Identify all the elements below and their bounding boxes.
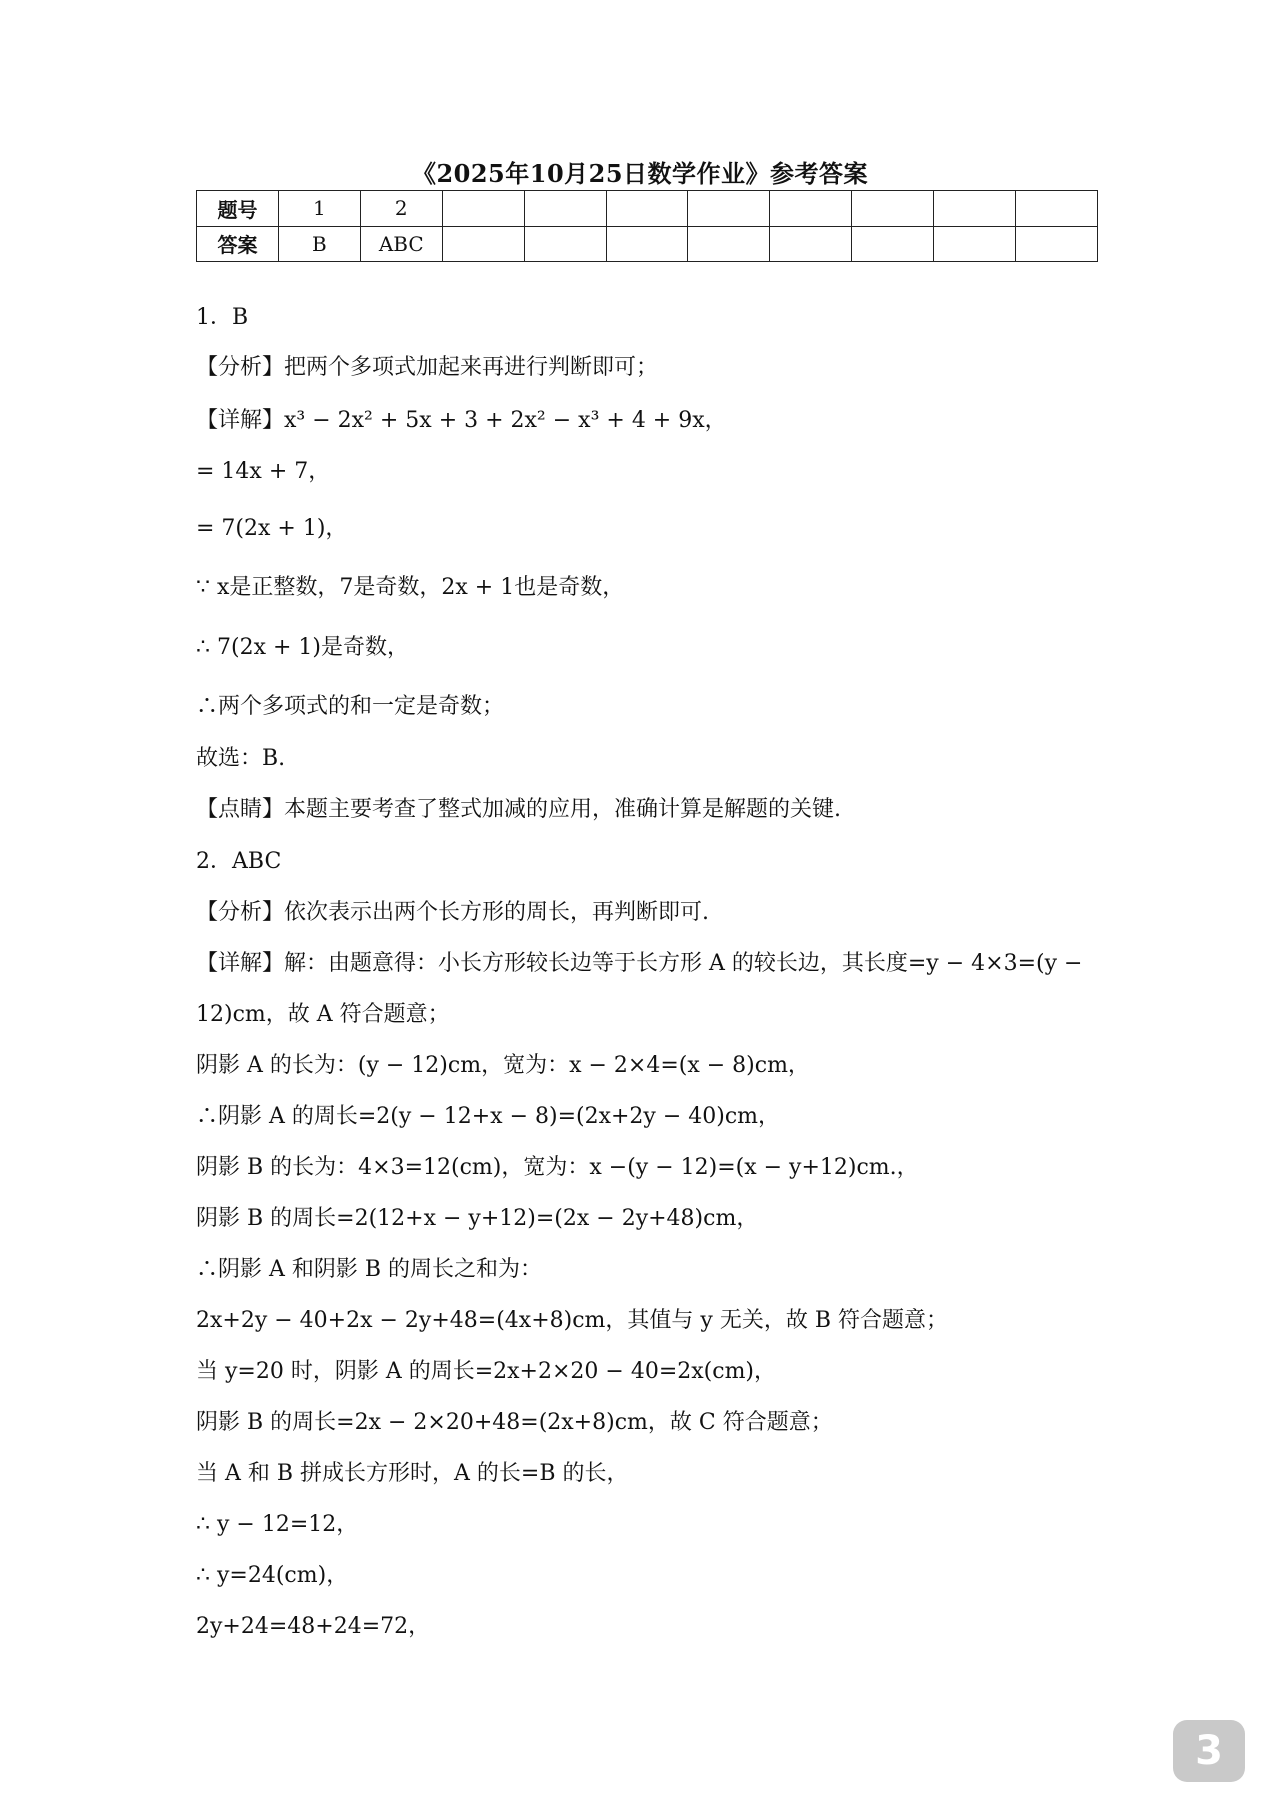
table-cell: B — [278, 226, 360, 262]
document-title: 《2025年10月25日数学作业》参考答案 — [411, 159, 869, 188]
table-cell — [442, 191, 524, 227]
table-cell — [852, 191, 934, 227]
table-cell — [688, 226, 770, 262]
table-cell — [770, 226, 852, 262]
q1-detail-expression: 【详解】x³ − 2x² + 5x + 3 + 2x² − x³ + 4 + 9x， — [196, 408, 727, 433]
q2-detail-line: 2y+24=48+24=72， — [196, 1614, 431, 1639]
q2-detail-line: ∴阴影 A 和阴影 B 的周长之和为： — [196, 1257, 543, 1282]
q2-detail-line: 当 A 和 B 拼成长方形时，A 的长=B 的长， — [196, 1461, 629, 1486]
q2-detail-line: ∴ y=24(cm)， — [196, 1563, 349, 1588]
table-cell — [770, 191, 852, 227]
q2-detail-line: 12)cm，故 A 符合题意； — [196, 1002, 450, 1027]
q2-analysis: 【分析】依次表示出两个长方形的周长，再判断即可. — [196, 900, 709, 925]
table-cell — [1016, 191, 1098, 227]
q2-detail-line: 当 y=20 时，阴影 A 的周长=2x+2×20 − 40=2x(cm)， — [196, 1359, 777, 1384]
page-number-badge: 3 — [1173, 1720, 1245, 1782]
q1-step-factor: = 7(2x + 1)， — [196, 516, 348, 541]
table-cell — [524, 226, 606, 262]
table-row-question-numbers — [197, 191, 1098, 227]
q1-step-simplify: = 14x + 7， — [196, 459, 331, 484]
table-cell — [934, 191, 1016, 227]
q1-choice: 故选：B. — [196, 746, 286, 771]
table-cell — [934, 226, 1016, 262]
table-cell: 1 — [278, 191, 360, 227]
q2-answer-heading: 2．ABC — [196, 849, 282, 874]
q2-detail-line: 阴影 B 的周长=2x − 2×20+48=(2x+8)cm，故 C 符合题意； — [196, 1410, 833, 1435]
q2-detail-line: 阴影 B 的长为：4×3=12(cm)，宽为：x −(y − 12)=(x − y+12)cm.， — [196, 1155, 919, 1180]
q2-detail-line: 阴影 B 的周长=2(12+x − y+12)=(2x − 2y+48)cm， — [196, 1206, 759, 1231]
table-cell — [606, 226, 688, 262]
q1-conclusion-sum: ∴两个多项式的和一定是奇数； — [196, 694, 505, 719]
table-cell: 2 — [360, 191, 442, 227]
q2-detail-line: 【详解】解：由题意得：小长方形较长边等于长方形 A 的较长边，其长度=y − 4×3=(y − — [196, 951, 1083, 976]
table-cell — [606, 191, 688, 227]
q2-detail-line: 2x+2y − 40+2x − 2y+48=(4x+8)cm，其值与 y 无关，故 B 符合题意； — [196, 1308, 948, 1333]
q2-detail-line: ∴阴影 A 的周长=2(y − 12+x − 8)=(2x+2y − 40)cm， — [196, 1104, 781, 1129]
table-row-answers — [197, 226, 1098, 262]
table-cell — [688, 191, 770, 227]
table-cell: ABC — [360, 226, 442, 262]
q1-answer-heading: 1．B — [196, 305, 249, 330]
table-cell — [524, 191, 606, 227]
q1-conclusion-product: ∴ 7(2x + 1)是奇数， — [196, 635, 409, 660]
table-cell — [852, 226, 934, 262]
q1-comment: 【点睛】本题主要考查了整式加减的应用，准确计算是解题的关键. — [196, 797, 841, 822]
q1-analysis: 【分析】把两个多项式加起来再进行判断即可； — [196, 355, 659, 380]
answer-table — [196, 190, 1098, 262]
q1-reason-odd: ∵ x是正整数，7是奇数，2x + 1也是奇数， — [196, 575, 625, 600]
table-header-answer: 答案 — [197, 226, 279, 262]
q2-detail-line: 阴影 A 的长为：(y − 12)cm，宽为：x − 2×4=(x − 8)cm， — [196, 1053, 810, 1078]
table-cell — [1016, 226, 1098, 262]
table-header-question-number: 题号 — [197, 191, 279, 227]
q2-detail-line: ∴ y − 12=12， — [196, 1512, 359, 1537]
table-cell — [442, 226, 524, 262]
